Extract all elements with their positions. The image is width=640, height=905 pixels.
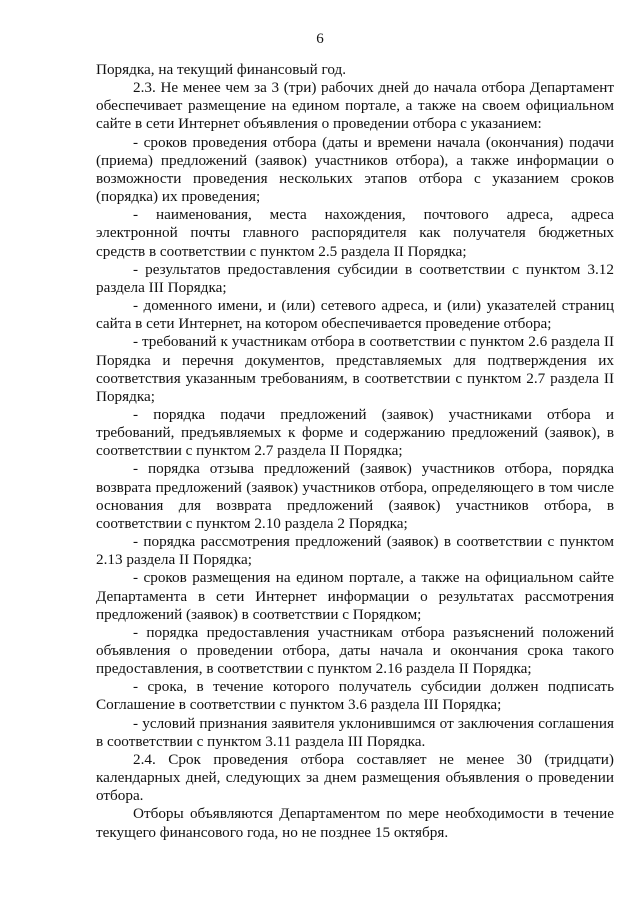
list-item-results: - результатов предоставления субсидии в соответствии с пунктом 3.12 раздела III Порядка; (96, 260, 614, 296)
list-item-clarifications: - порядка предоставления участникам отбора разъяснений положений объявления о проведении отбора, даты начала и окончания срока такого предоставления, в соответствии с пунктом 2.16 раздела II Порядка; (96, 623, 614, 678)
document-body (96, 61, 614, 842)
list-item-domain: - доменного имени, и (или) сетевого адреса, и (или) указателей страниц сайта в сети Интернет, на котором обеспечивается проведение отбора; (96, 297, 614, 333)
page-number: 6 (316, 31, 324, 47)
list-item-submission-order: - порядка подачи предложений (заявок) участниками отбора и требований, предъявляемых к форме и содержанию предложений (заявок), в соответствии с пунктом 2.7 раздела II Порядка; (96, 405, 614, 460)
paragraph-2-3: 2.3. Не менее чем за 3 (три) рабочих дней до начала отбора Департамент обеспечивает размещение на едином портале, а также на своем официальном сайте в сети Интернет объявления о проведении отбора с указанием: (96, 79, 614, 133)
list-item-review-order: - порядка рассмотрения предложений (заявок) в соответствии с пунктом 2.13 раздела II Порядка; (96, 533, 614, 569)
list-item-requirements: - требований к участникам отбора в соответствии с пунктом 2.6 раздела II Порядка и перечня документов, представляемых для подтверждения их соответствия указанным требованиям, в соответствии с пунктом 2.7 раздела II Порядка; (96, 333, 614, 405)
paragraph-2-4: 2.4. Срок проведения отбора составляет не менее 30 (тридцати) календарных дней, следующих за днем размещения объявления о проведении отбора. (96, 750, 614, 805)
paragraph-continuation: Порядка, на текущий финансовый год. (96, 61, 347, 78)
list-item-evasion-conditions: - условий признания заявителя уклонившимся от заключения соглашения в соответствии с пунктом 3.11 раздела III Порядка. (96, 714, 614, 750)
list-item-publication-deadlines: - сроков размещения на едином портале, а также на официальном сайте Департамента в сети Интернет информации о результатах рассмотрения предложений (заявок) в соответствии с Порядком; (96, 569, 614, 623)
list-item-deadlines: - сроков проведения отбора (даты и времени начала (окончания) подачи (приема) предложений (заявок) участников отбора), а также информации о возможности проведения нескольких этапов отбора с указанием сроков (порядка) их проведения; (96, 133, 614, 206)
list-item-withdrawal-order: - порядка отзыва предложений (заявок) участников отбора, порядка возврата предложений (заявок) участников отбора, определяющего в том числе основания для возврата предложений (заявок) участников отбора, в соответствии с пунктом 2.10 раздела 2 Порядка; (96, 460, 614, 532)
list-item-signing-deadline: - срока, в течение которого получатель субсидии должен подписать Соглашение в соответствии с пунктом 3.6 раздела III Порядка; (96, 678, 614, 714)
paragraph-announcement-schedule: Отборы объявляются Департаментом по мере необходимости в течение текущего финансового года, но не позднее 15 октября. (96, 805, 614, 841)
list-item-names-addresses: - наименования, места нахождения, почтового адреса, адреса электронной почты главного распорядителя как получателя бюджетных средств в соответствии с пунктом 2.5 раздела II Порядка; (96, 206, 614, 260)
